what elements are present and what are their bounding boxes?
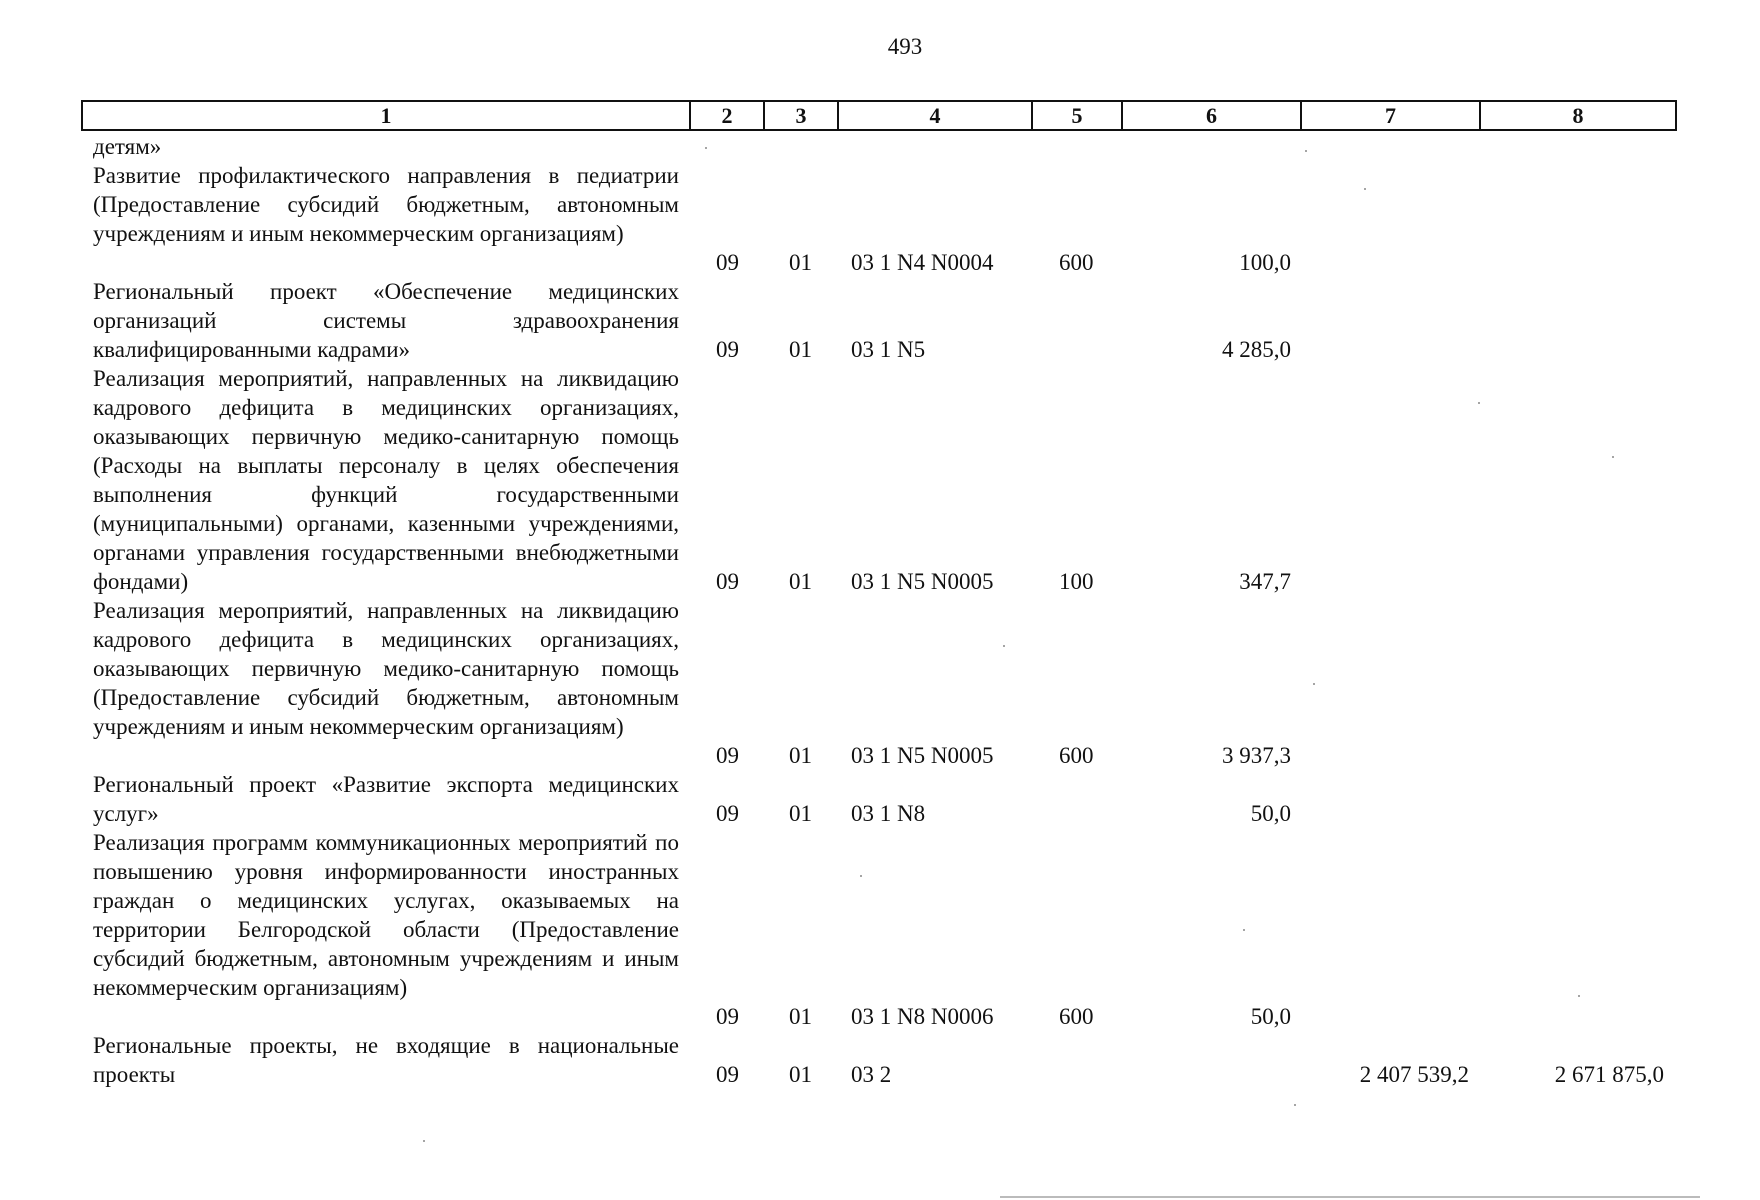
row-code: 03 1 N5 N0005: [851, 743, 994, 768]
row-value-8: 2 671 875,0: [1554, 1062, 1664, 1087]
row-subsection: 01: [789, 801, 812, 826]
row-subsection: 01: [789, 250, 812, 275]
header-col-3: 3: [764, 101, 838, 130]
row-description: Региональные проекты, не входящие в национальные проекты: [93, 1033, 679, 1087]
header-col-7: 7: [1301, 101, 1480, 130]
scan-speck: [705, 147, 707, 149]
row-value-7: 2 407 539,2: [1359, 1062, 1469, 1087]
row-section: 09: [716, 337, 739, 362]
row-code: 03 1 N5 N0005: [851, 569, 994, 594]
scan-speck: [860, 875, 862, 877]
scan-speck: [1313, 683, 1315, 685]
row-type: 100: [1059, 569, 1094, 594]
row-subsection: 01: [789, 569, 812, 594]
row-value-6: 3 937,3: [1222, 743, 1291, 768]
scan-speck: [1003, 645, 1005, 647]
row-code: 03 1 N8 N0006: [851, 1004, 994, 1029]
row-type: 600: [1059, 250, 1094, 275]
row-code: 03 1 N8: [851, 801, 926, 826]
scan-speck: [1243, 929, 1245, 931]
page-number: 493: [887, 34, 923, 59]
scan-edge-line: [1000, 1196, 1700, 1198]
row-description: детям»: [93, 134, 162, 159]
row-section: 09: [716, 1062, 739, 1087]
row-description: Региональный проект «Обеспечение медицинских организаций системы здравоохранения квалифицированными кадрами»: [93, 279, 679, 362]
row-description: Реализация мероприятий, направленных на ликвидацию кадрового дефицита в медицинских организациях, оказывающих первичную медико-санитарную помощь (Расходы на выплаты персоналу в целях обеспечения выполнения функций государственными (муниципальными) органами, казенными учреждениями, органами управления государственными внебюджетными фондами): [93, 366, 679, 594]
row-code: 03 1 N5: [851, 337, 926, 362]
row-type: 600: [1059, 1004, 1094, 1029]
header-col-1: 1: [82, 101, 690, 130]
row-subsection: 01: [789, 337, 812, 362]
header-col-8: 8: [1480, 101, 1676, 130]
row-section: 09: [716, 1004, 739, 1029]
scan-speck: [1305, 150, 1307, 152]
row-value-6: 347,7: [1239, 569, 1291, 594]
row-value-6: 50,0: [1250, 801, 1291, 826]
row-section: 09: [716, 743, 739, 768]
row-description: Развитие профилактического направления в педиатрии (Предоставление субсидий бюджетным, автономным учреждениям и иным некоммерческим организациям): [93, 163, 679, 246]
row-subsection: 01: [789, 1004, 812, 1029]
header-col-4: 4: [838, 101, 1032, 130]
row-value-6: 100,0: [1239, 250, 1291, 275]
header-col-2: 2: [690, 101, 764, 130]
scan-speck: [1578, 995, 1580, 997]
row-code: 03 1 N4 N0004: [851, 250, 994, 275]
table-header: [81, 100, 1677, 131]
scan-speck: [1294, 1104, 1296, 1106]
row-section: 09: [716, 250, 739, 275]
row-subsection: 01: [789, 1062, 812, 1087]
row-subsection: 01: [789, 743, 812, 768]
scan-speck: [1612, 456, 1614, 458]
scan-speck: [1364, 188, 1366, 190]
row-section: 09: [716, 569, 739, 594]
row-description: Реализация программ коммуникационных мероприятий по повышению уровня информированности иностранных граждан о медицинских услугах, оказываемых на территории Белгородской области (Предоставление субсидий бюджетным, автономным учреждениям и иным некоммерческим организациям): [93, 830, 679, 1000]
header-col-5: 5: [1032, 101, 1122, 130]
scan-speck: [1478, 402, 1480, 404]
scan-speck: [423, 1140, 425, 1142]
header-col-6: 6: [1122, 101, 1301, 130]
row-value-6: 4 285,0: [1222, 337, 1291, 362]
row-section: 09: [716, 801, 739, 826]
row-value-6: 50,0: [1250, 1004, 1291, 1029]
row-code: 03 2: [851, 1062, 892, 1087]
row-description: Реализация мероприятий, направленных на ликвидацию кадрового дефицита в медицинских организациях, оказывающих первичную медико-санитарную помощь (Предоставление субсидий бюджетным, автономным учреждениям и иным некоммерческим организациям): [93, 598, 679, 739]
row-description: Региональный проект «Развитие экспорта медицинских услуг»: [93, 772, 679, 826]
row-type: 600: [1059, 743, 1094, 768]
